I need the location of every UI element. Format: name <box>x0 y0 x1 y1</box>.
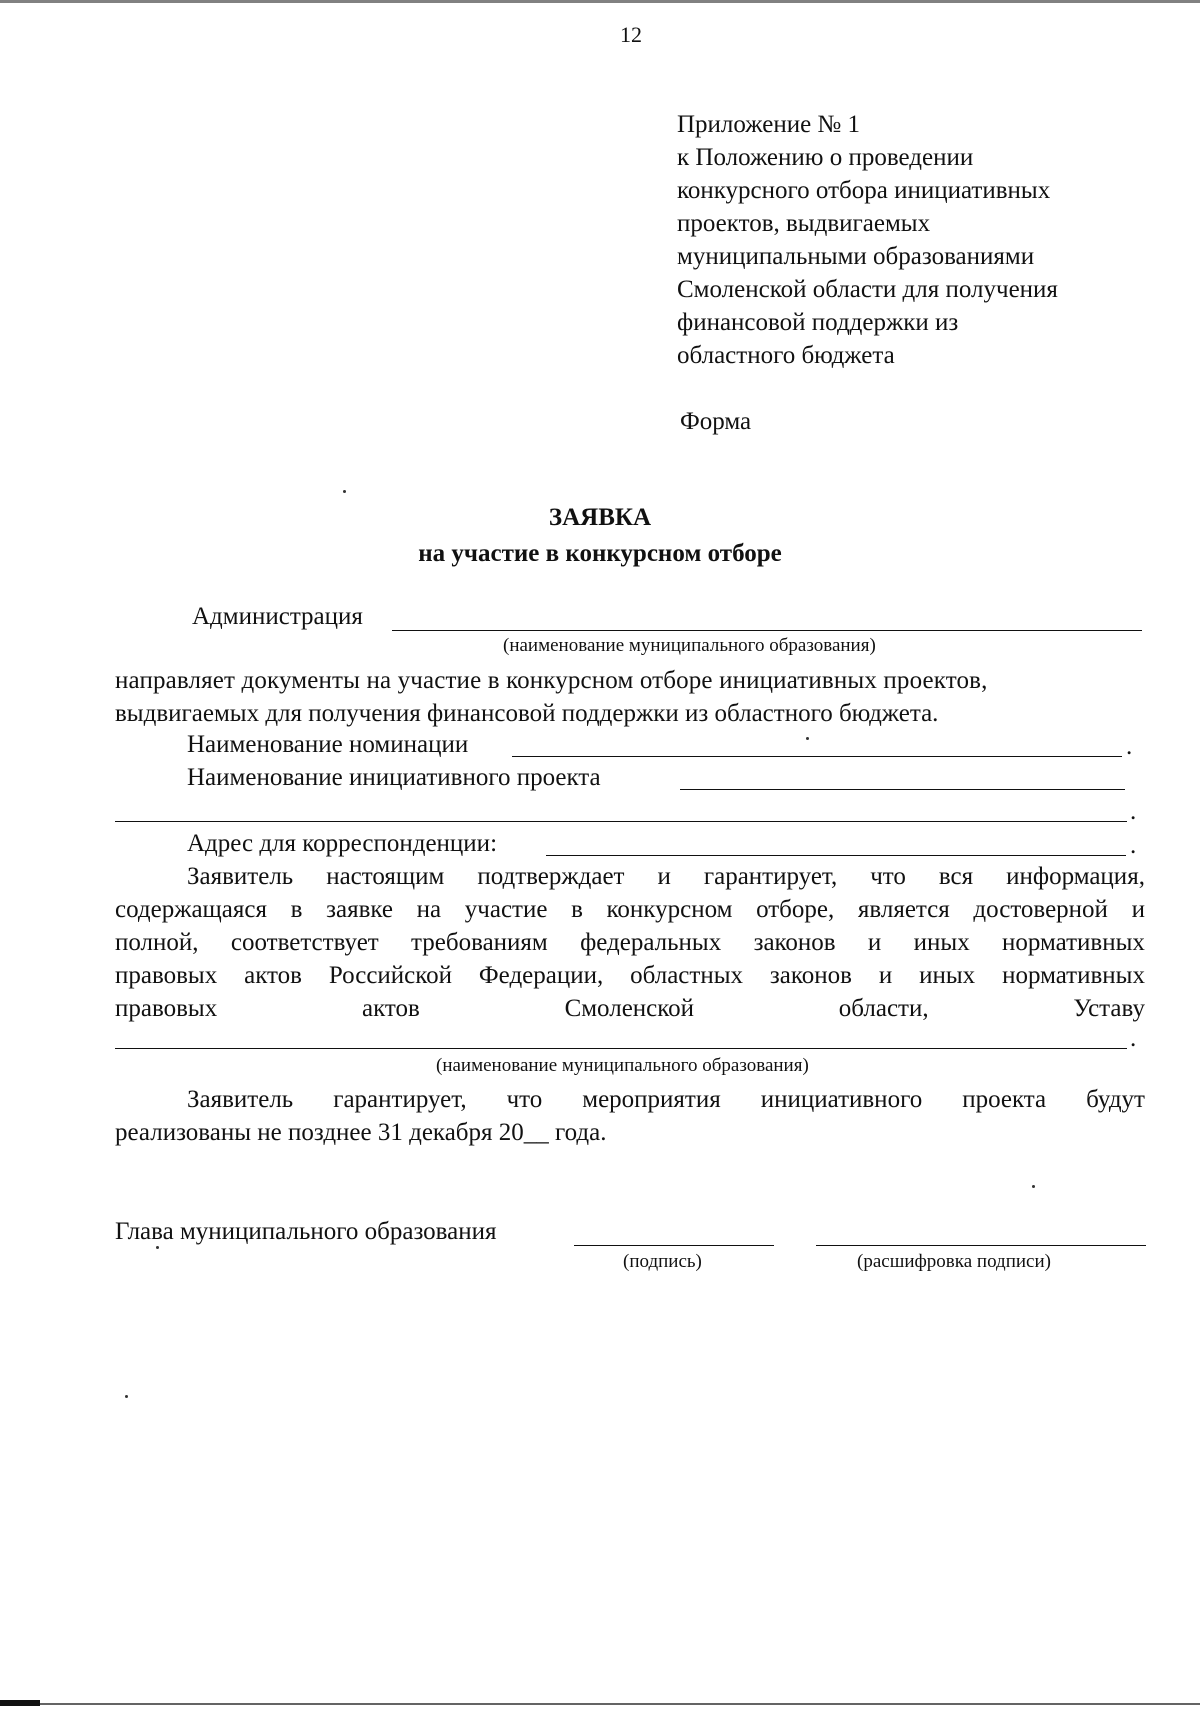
word: является <box>857 896 950 923</box>
appendix-line: проектов, выдвигаемых <box>677 210 931 237</box>
address-field-line[interactable] <box>546 855 1126 856</box>
word: актов <box>361 995 420 1022</box>
signature-caption: (подпись) <box>623 1251 702 1272</box>
scan-speck <box>343 490 346 493</box>
head-label: Глава муниципального образования <box>115 1218 497 1245</box>
word: и <box>1131 896 1145 923</box>
appendix-line: финансовой поддержки из <box>677 309 959 336</box>
admin-label: Администрация <box>192 603 363 630</box>
scan-speck <box>156 1246 159 1249</box>
project-field-line-1[interactable] <box>680 789 1125 790</box>
guarantee-line <box>115 930 1145 955</box>
appendix-line: к Положению о проведении <box>677 144 974 171</box>
scan-edge-top <box>0 0 1200 3</box>
document-title: ЗАЯВКА <box>548 504 652 531</box>
word: что <box>506 1086 543 1113</box>
form-label: Форма <box>680 408 752 435</box>
admin-field-line[interactable] <box>392 630 1142 631</box>
word: отборе, <box>756 896 835 923</box>
word: законов <box>753 929 836 956</box>
project-label: Наименование инициативного проекта <box>187 764 601 791</box>
word: проекта <box>962 1086 1047 1113</box>
word: соответствует <box>230 929 379 956</box>
guarantee-line <box>115 963 1145 988</box>
scan-speck <box>1032 1185 1035 1188</box>
word: нормативных <box>1002 929 1145 956</box>
admin-caption: (наименование муниципального образования) <box>503 635 876 656</box>
word: в <box>290 896 303 923</box>
word: мероприятия <box>582 1086 721 1113</box>
scan-speck <box>806 737 809 740</box>
word: Федерации, <box>478 962 604 989</box>
address-period: . <box>1130 832 1137 859</box>
word: заявке <box>326 896 394 923</box>
charter-field-line[interactable] <box>115 1048 1127 1049</box>
word: правовых <box>115 995 218 1022</box>
document-subtitle: на участие в конкурсном отборе <box>418 540 782 567</box>
word: правовых <box>115 962 218 989</box>
guarantee-line <box>115 996 1145 1021</box>
word: будут <box>1086 1086 1145 1113</box>
word: области, <box>838 995 929 1022</box>
charter-caption: (наименование муниципального образования) <box>436 1055 809 1076</box>
word: иных <box>913 929 970 956</box>
scan-edge-bottom <box>40 1703 1200 1705</box>
word: информация, <box>1006 863 1145 890</box>
word: актов <box>244 962 302 989</box>
appendix-line: конкурсного отбора инициативных <box>677 177 1051 204</box>
word: участие <box>464 896 548 923</box>
word: содержащаяся <box>115 896 268 923</box>
appendix-line: Приложение № 1 <box>677 111 861 138</box>
word: и <box>878 962 893 989</box>
address-label: Адрес для корреспонденции: <box>187 830 498 857</box>
nomination-period: . <box>1126 733 1133 760</box>
word: инициативного <box>760 1086 923 1113</box>
word: нормативных <box>1002 962 1145 989</box>
word: вся <box>938 863 974 890</box>
project-field-line-2[interactable] <box>115 821 1127 822</box>
word: что <box>870 863 906 890</box>
word: гарантирует, <box>703 863 838 890</box>
word: подтверждает <box>477 863 625 890</box>
word: в <box>571 896 583 923</box>
nomination-field-line[interactable] <box>512 756 1122 757</box>
signature-decode-field-line[interactable] <box>816 1245 1146 1246</box>
appendix-line: областного бюджета <box>677 342 895 369</box>
word: настоящим <box>326 863 445 890</box>
word: и <box>867 929 882 956</box>
word: Заявитель <box>187 863 294 890</box>
scan-edge-bottom-mark <box>0 1700 40 1706</box>
word: законов <box>769 962 852 989</box>
word: иных <box>919 962 976 989</box>
charter-period: . <box>1130 1025 1137 1052</box>
word: требованиям <box>411 929 548 956</box>
body-text-line: направляет документы на участие в конкурсном отборе инициативных проектов, <box>115 667 988 694</box>
page-number: 12 <box>620 22 642 47</box>
nomination-label: Наименование номинации <box>187 731 469 758</box>
word: областных <box>630 962 744 989</box>
word: Смоленской <box>564 995 695 1022</box>
word: и <box>657 863 671 890</box>
guarantee-line <box>115 897 1145 922</box>
body-text-line: выдвигаемых для получения финансовой поддержки из областного бюджета. <box>115 700 939 727</box>
word: федеральных <box>580 929 722 956</box>
word: Уставу <box>1073 995 1145 1022</box>
word: Российской <box>328 962 453 989</box>
scan-speck <box>125 1395 128 1398</box>
word: гарантирует, <box>333 1086 467 1113</box>
word: конкурсном <box>606 896 733 923</box>
word: Заявитель <box>187 1086 294 1113</box>
deadline-line <box>187 1087 1145 1112</box>
appendix-line: Смоленской области для получения <box>677 276 1058 303</box>
signature-field-line[interactable] <box>574 1245 774 1246</box>
deadline-line: реализованы не позднее 31 декабря 20__ года. <box>115 1119 607 1146</box>
signature-decode-caption: (расшифровка подписи) <box>857 1251 1051 1272</box>
guarantee-line <box>187 864 1145 889</box>
project-period: . <box>1130 798 1137 825</box>
word: достоверной <box>973 896 1108 923</box>
appendix-line: муниципальными образованиями <box>677 243 1035 270</box>
word: на <box>416 896 442 923</box>
word: полной, <box>115 929 199 956</box>
